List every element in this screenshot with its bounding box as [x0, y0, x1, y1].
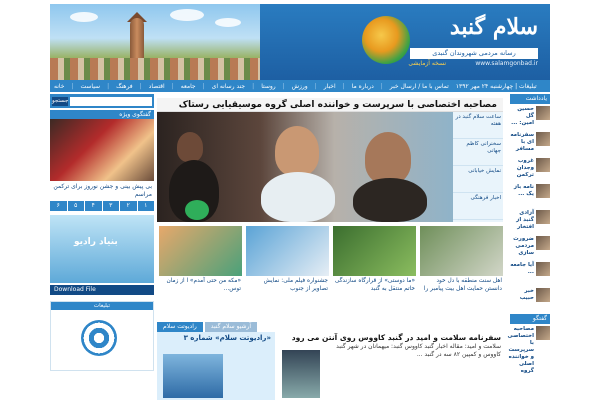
nav-item-about[interactable]: درباره ما	[351, 82, 374, 90]
list-item[interactable]: غروب وجدان ترکمن	[510, 158, 550, 182]
list-item[interactable]: سفرنامه ای با مسافر	[510, 132, 550, 156]
logo-url: www.salamgonbad.ir	[475, 60, 538, 67]
nav-item-multimedia[interactable]: جند رسانه ای	[211, 82, 246, 90]
interview-heading: گفتگو	[510, 314, 550, 324]
pager-button[interactable]: ۲	[120, 201, 137, 211]
tab-archive[interactable]: آرشیو سلام گنبد	[205, 322, 257, 332]
logo-emblem-icon	[362, 16, 410, 64]
pager-button[interactable]: ۳	[103, 201, 120, 211]
nav-item-sports[interactable]: ورزش	[291, 82, 308, 90]
list-item[interactable]: آیا جامعه ...	[510, 262, 550, 286]
feature-sidebar	[453, 112, 503, 222]
pager-button[interactable]: ۱	[138, 201, 155, 211]
side-link[interactable]: نمایش خیابانی	[453, 166, 503, 193]
news-cards	[157, 226, 503, 308]
ad-box[interactable]	[50, 301, 154, 371]
feature-headline[interactable]: مصاحبه اختصاصی با سرپرست و خواننده اصلی گروه موسیقیایی رستاک	[157, 98, 503, 112]
news-thumb	[536, 132, 550, 146]
logo-subtitle: رسانه مردمی شهروندان گنبدی	[410, 48, 538, 59]
search-input[interactable]	[70, 97, 152, 106]
magazine-title: «رادیوتت سلام» شماره ۳	[183, 334, 271, 342]
site-header	[50, 4, 550, 80]
logo-tagline: نسخه آزمایشی	[408, 60, 446, 67]
radio-banner[interactable]: بنیاد رادیو	[50, 215, 154, 283]
pager-button[interactable]: ۵	[68, 201, 85, 211]
news-card[interactable]: «ما دوستی» از قرارگاه سازندگی خاتم منتقل به گنبد	[333, 226, 416, 308]
nav-item-contact[interactable]: تماس با ما / ارسال خبر	[389, 82, 449, 90]
page	[50, 4, 550, 400]
news-thumb	[536, 326, 550, 340]
feature-photo[interactable]	[157, 112, 453, 222]
nav-item-news[interactable]: اخبار	[323, 82, 336, 90]
magazine-cover	[163, 354, 223, 398]
list-item[interactable]: ضرورت مردمی سازی	[510, 236, 550, 260]
story-title: سفرنامه سلامت و امید در گنبد کاووس روی آنتن می رود	[291, 333, 501, 342]
news-card-image	[159, 226, 242, 276]
list-item[interactable]: مصاحبه اختصاصی با سرپرست و خواننده اصلی گروه	[510, 326, 550, 350]
ad-heading: تبلیغات	[51, 302, 153, 310]
special-interview-heading: گفتگوی ویژه	[50, 110, 154, 119]
news-thumb	[536, 210, 550, 224]
right-column	[507, 94, 550, 400]
nav-item-politics[interactable]: سیاست	[80, 82, 101, 90]
news-thumb	[536, 158, 550, 172]
story-image	[282, 350, 320, 398]
story-text: سلامت و امید: مقاله اخبار گنبد کاووس گنبد: میهمانان در شهر گنبد کاووس و کمپین ۸۲ سه در گنبد ...	[336, 343, 501, 358]
news-card-image	[246, 226, 329, 276]
nav-item-economy[interactable]: اقتصاد	[148, 82, 165, 90]
pager-button[interactable]: ۴	[85, 201, 102, 211]
download-link[interactable]: Download File	[50, 285, 154, 295]
dartboard-icon	[81, 320, 117, 356]
left-column	[50, 94, 154, 400]
tab-radio[interactable]: رادیوتت سلام	[157, 322, 203, 332]
news-card-image	[420, 226, 503, 276]
header-city-photo	[50, 4, 260, 80]
news-thumb	[536, 106, 550, 120]
list-item[interactable]: حسین گل امین: ...	[510, 106, 550, 130]
nav-item-home[interactable]: خانه	[54, 82, 65, 90]
list-item[interactable]: خبر حبیب	[510, 288, 550, 312]
main-nav: خانه | سیاست | فرهنگ | اقتصاد | جامعه | جند رسانه ای | روستا | ورزش | اخبار | درباره ما | تماس با ما / ارسال خبر تبلیغات | چهارشنبه ۲۴ مهر ۱۳۹۲	[50, 80, 550, 92]
notes-heading: یادداشت	[510, 94, 550, 104]
news-card[interactable]: «مکه من حتی آمدم» ا از زمان توس...	[159, 226, 242, 308]
pager-button[interactable]: ۶	[50, 201, 67, 211]
list-item[interactable]: آزادی گنبد از افتخار	[510, 210, 550, 234]
search-bar	[50, 94, 154, 108]
news-card-image	[333, 226, 416, 276]
side-link[interactable]: ساعت سلام گنبد در هفته	[453, 112, 503, 139]
logo[interactable]	[342, 10, 542, 76]
special-caption[interactable]: بی پیش بینی و جشن نوروز برای ترکمن مراسم	[53, 183, 152, 198]
news-card[interactable]: اهل سنت منطقه با دل خود دانستن حمایت اهل بیت پیامبر را	[420, 226, 503, 308]
search-button[interactable]: جستجو	[52, 97, 69, 104]
bottom-tabs	[157, 322, 503, 332]
watermark-logo-icon	[185, 200, 209, 220]
news-thumb	[536, 236, 550, 250]
news-thumb	[536, 262, 550, 276]
featured-story[interactable]	[280, 332, 503, 400]
nav-item-village[interactable]: روستا	[261, 82, 276, 90]
news-thumb	[536, 184, 550, 198]
news-thumb	[536, 288, 550, 302]
slider-pager	[50, 201, 154, 211]
logo-text: سلام گنبد	[449, 14, 538, 40]
nav-item-culture[interactable]: فرهنگ	[116, 82, 133, 90]
nav-item-society[interactable]: جامعه	[180, 82, 196, 90]
news-card[interactable]: جشنواره فیلم ملی: نمایش تصاویر از جنوب	[246, 226, 329, 308]
list-item[interactable]: نامه باز یک ...	[510, 184, 550, 208]
side-link[interactable]: سخنرانی کاظم جهانی	[453, 139, 503, 166]
side-link[interactable]: اخبار فرهنگی	[453, 193, 503, 220]
nav-date: تبلیغات | چهارشنبه ۲۴ مهر ۱۳۹۲	[455, 82, 537, 90]
special-photo[interactable]	[50, 119, 154, 181]
radio-magazine[interactable]	[157, 332, 275, 400]
